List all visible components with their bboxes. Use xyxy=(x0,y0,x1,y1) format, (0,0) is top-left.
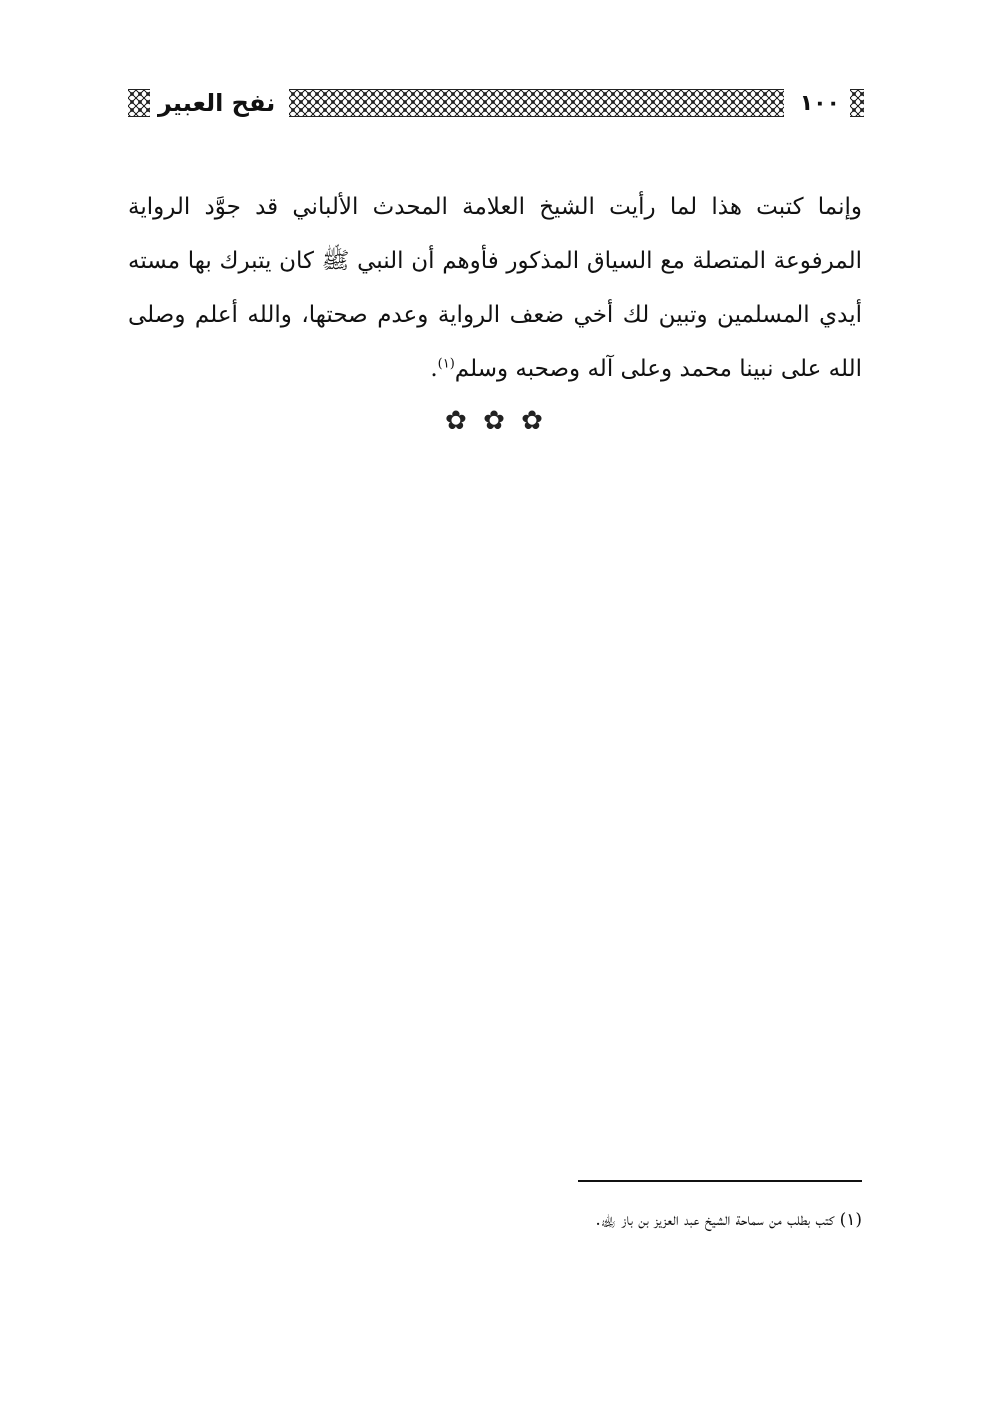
end-punctuation: . xyxy=(430,356,438,382)
section-separator-flowers: ✿ ✿ ✿ xyxy=(445,406,547,436)
running-title: نفح العبير xyxy=(158,89,276,117)
page-header xyxy=(128,84,864,122)
ornament-border-right xyxy=(850,89,864,117)
footnote-text: (١) كتب بطلب من سماحة الشيخ عبد العزيز بن باز ﵀. xyxy=(595,1210,862,1230)
ornament-border-left xyxy=(128,89,150,117)
footnote xyxy=(128,1205,862,1235)
footnote-reference[interactable]: (١) xyxy=(437,356,455,372)
body-paragraph xyxy=(128,180,862,396)
footnote-divider xyxy=(578,1180,862,1182)
paragraph-text: وإنما كتبت هذا لما رأيت الشيخ العلامة المحدث الألباني قد جوَّد الرواية المرفوعة المتصلة مع السياق المذكور فأوهم أن النبي ﷺ كان يتبرك بها مسته أيدي المسلمين وتبين لك أخي ضعف الرواية وعدم صحتها، والله أعلم وصلى الله على نبينا محمد وعلى آله وصحبه وسلم xyxy=(128,194,862,382)
page-number: ١٠٠ xyxy=(799,90,840,116)
ornament-border-middle xyxy=(289,89,783,117)
